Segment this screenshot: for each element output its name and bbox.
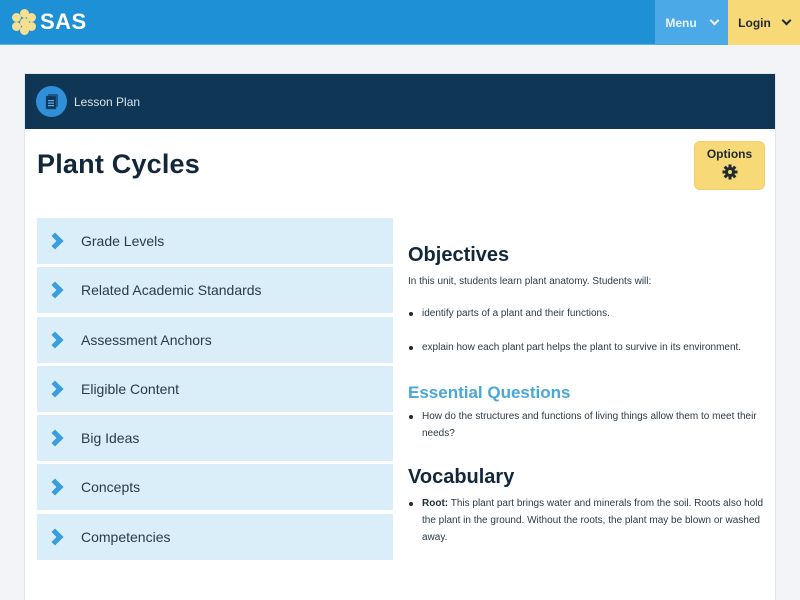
chevron-down-icon	[781, 16, 791, 26]
card-header-label: Lesson Plan	[74, 94, 141, 109]
chevron-right-icon	[47, 479, 64, 496]
accordion-label: Eligible Content	[81, 380, 180, 397]
accordion-item-big-ideas[interactable]	[37, 415, 393, 461]
menu-label: Menu	[665, 15, 697, 30]
objective-item: explain how each plant part helps the plant to survive in its environment.	[408, 339, 768, 356]
vocabulary-term: Root:	[422, 498, 449, 509]
chevron-right-icon	[47, 528, 64, 545]
chevron-right-icon	[47, 380, 64, 397]
chevron-right-icon	[47, 233, 64, 250]
lesson-content	[408, 244, 768, 546]
top-nav-bar	[0, 0, 800, 45]
objectives-list	[408, 305, 768, 356]
vocabulary-definition: This plant part brings water and minerals from the soil. Roots also hold the plant in the ground. Without the roots, the plant may be blown or washed away.	[422, 498, 764, 543]
objectives-intro: In this unit, students learn plant anatomy. Students will:	[408, 276, 652, 287]
logo-text: SAS	[40, 9, 87, 34]
vocabulary-heading: Vocabulary	[408, 466, 515, 488]
objective-item: identify parts of a plant and their functions.	[408, 305, 768, 322]
accordion-label: Grade Levels	[81, 233, 165, 249]
lesson-accordion	[37, 218, 393, 563]
gear-icon	[722, 164, 738, 185]
page-title: Plant Cycles	[37, 149, 200, 179]
sas-logo[interactable]	[11, 0, 87, 45]
objectives-heading: Objectives	[408, 244, 510, 266]
lesson-plan-card	[24, 73, 776, 600]
chevron-right-icon	[47, 331, 64, 348]
chevron-down-icon	[709, 16, 719, 26]
accordion-item-competencies[interactable]	[37, 514, 393, 560]
essential-question-item: How do the structures and functions of living things allow them to meet their needs?	[408, 408, 768, 442]
accordion-label: Concepts	[81, 479, 141, 496]
login-label: Login	[738, 15, 771, 30]
accordion-item-grade-levels[interactable]	[37, 218, 393, 264]
vocabulary-list	[408, 495, 768, 546]
essential-questions-heading: Essential Questions	[408, 383, 571, 402]
essential-questions-list	[408, 408, 768, 442]
login-button[interactable]	[728, 0, 800, 45]
accordion-label: Big Ideas	[81, 430, 140, 447]
accordion-label: Related Academic Standards	[81, 282, 262, 299]
flower-logo-icon	[11, 9, 37, 35]
accordion-label: Assessment Anchors	[81, 331, 212, 348]
accordion-item-related-academic-standards[interactable]	[37, 267, 393, 313]
card-header	[25, 74, 775, 129]
chevron-right-icon	[47, 282, 64, 299]
vocabulary-item	[408, 495, 768, 546]
accordion-item-assessment-anchors[interactable]	[37, 317, 393, 363]
options-label: Options	[706, 146, 753, 161]
menu-button[interactable]	[655, 0, 728, 45]
accordion-label: Competencies	[81, 528, 171, 545]
options-button[interactable]	[694, 141, 765, 190]
document-icon	[36, 86, 67, 117]
accordion-item-eligible-content[interactable]	[37, 366, 393, 412]
accordion-item-concepts[interactable]	[37, 464, 393, 510]
chevron-right-icon	[47, 430, 64, 447]
